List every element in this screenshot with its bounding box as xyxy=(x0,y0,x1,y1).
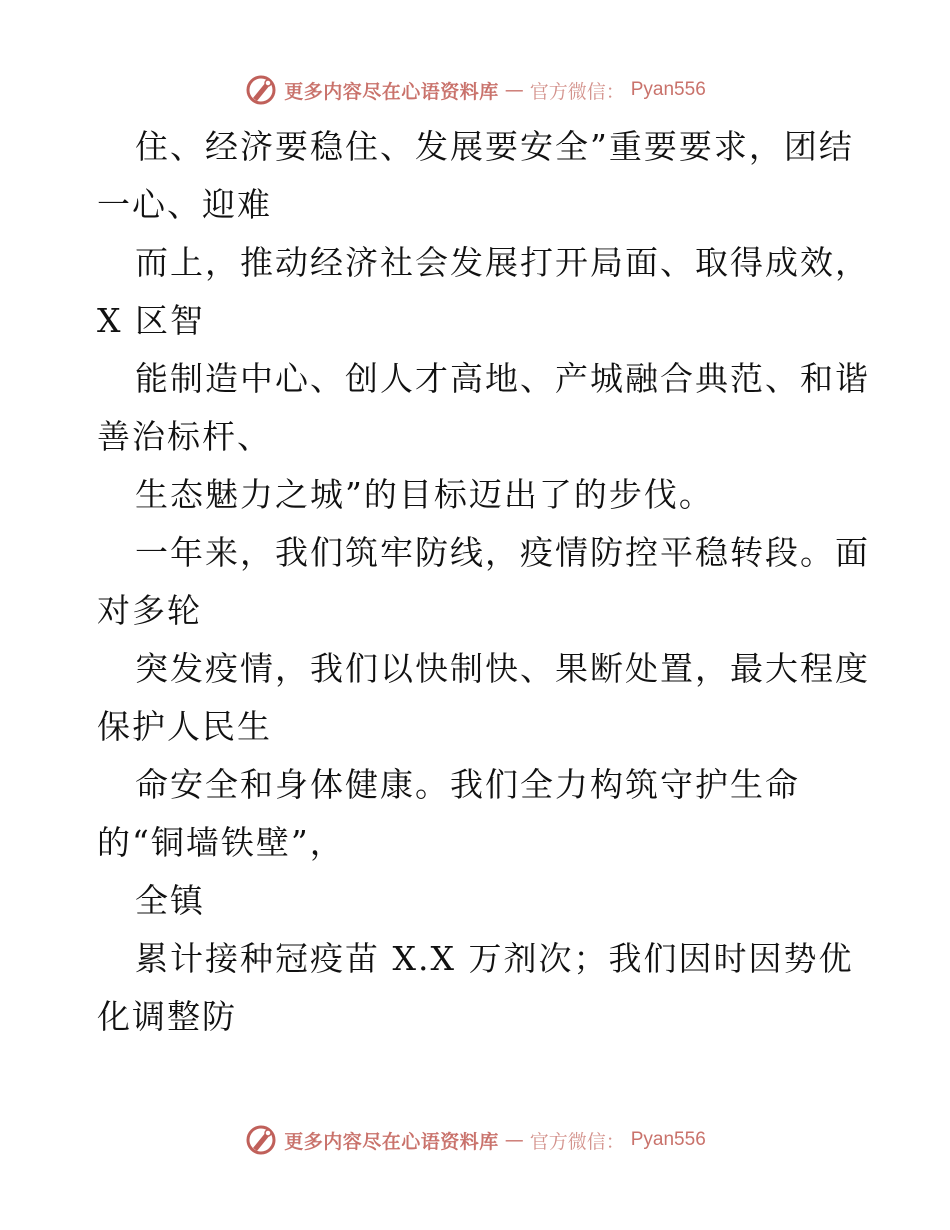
text-line: 生态魅力之城”的目标迈出了的步伐。 xyxy=(135,475,714,514)
watermark-wechat-id: Pyan556 xyxy=(630,79,706,100)
watermark-main-text: 更多内容尽在心语资料库 xyxy=(284,1130,499,1153)
text-line: 突发疫情，我们以快制快、果断处置，最大程度 xyxy=(135,649,870,688)
text-line: 保护人民生 xyxy=(97,707,272,746)
text-line: 累计接种冠疫苗 X.X 万剂次；我们因时因势优 xyxy=(135,939,854,978)
header-watermark xyxy=(0,70,950,110)
document-body xyxy=(97,118,870,1046)
watermark-separator: — xyxy=(504,79,524,101)
watermark-wechat-id: Pyan556 xyxy=(630,1129,706,1150)
text-line: 善治标杆、 xyxy=(97,417,272,456)
watermark-sub-text: 官方微信： xyxy=(529,1130,625,1153)
watermark-sub-text: 官方微信： xyxy=(529,80,625,103)
text-line: 的“铜墙铁壁”， xyxy=(97,823,345,862)
text-line: X 区智 xyxy=(97,301,205,340)
text-line: 命安全和身体健康。我们全力构筑守护生命 xyxy=(135,765,800,804)
text-line: 一年来，我们筑牢防线，疫情防控平稳转段。面 xyxy=(135,533,870,572)
text-line: 能制造中心、创人才高地、产城融合典范、和谐 xyxy=(135,359,870,398)
pen-logo-icon xyxy=(244,73,278,107)
text-line: 对多轮 xyxy=(97,591,202,630)
pen-logo-icon xyxy=(244,1123,278,1157)
footer-watermark xyxy=(0,1120,950,1160)
text-line: 住、经济要稳住、发展要安全”重要要求，团结 xyxy=(135,127,854,166)
watermark-separator: — xyxy=(504,1129,524,1151)
text-line: 而上，推动经济社会发展打开局面、取得成效， xyxy=(135,243,870,282)
watermark-main-text: 更多内容尽在心语资料库 xyxy=(284,80,499,103)
text-line: 一心、迎难 xyxy=(97,185,272,224)
text-line: 全镇 xyxy=(135,881,205,920)
text-line: 化调整防 xyxy=(97,997,237,1036)
